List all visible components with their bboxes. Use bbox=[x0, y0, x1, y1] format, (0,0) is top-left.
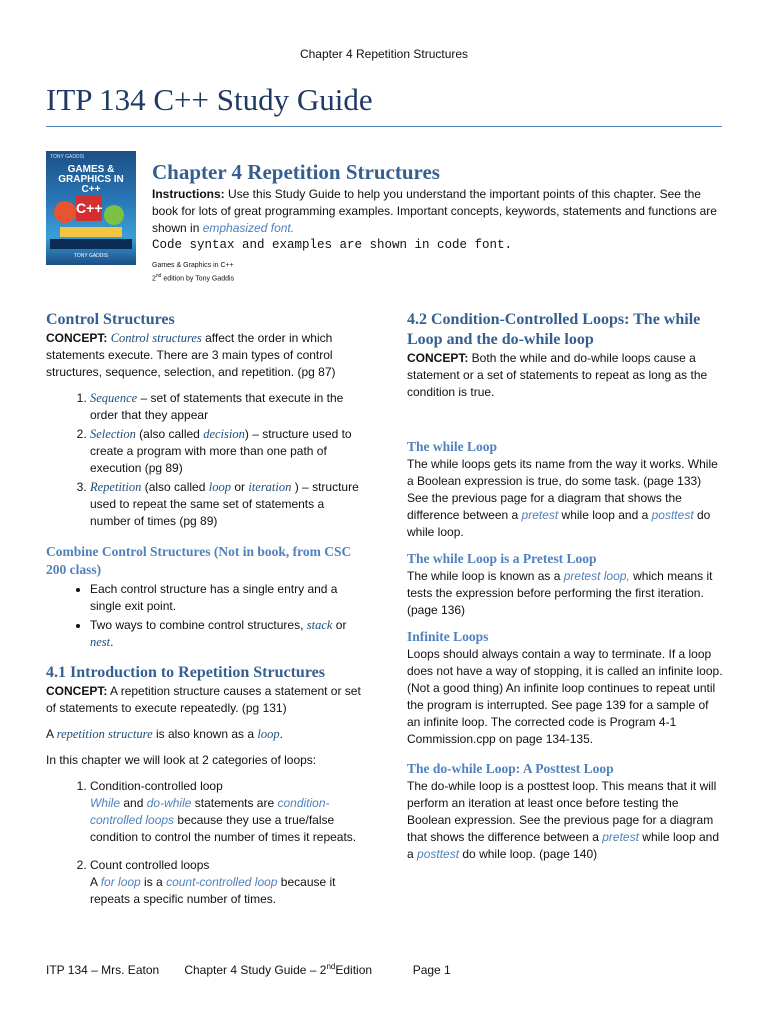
intro-heading: 4.1 Introduction to Repetition Structures bbox=[46, 664, 325, 681]
pretest-heading: The while Loop is a Pretest Loop bbox=[407, 551, 597, 566]
instructions-text: Use this Study Guide to help you understand the important points of this chapter. See the book for lots of great programming examples. Important concepts, keywords, statements and functions are shown in bbox=[152, 187, 717, 235]
combine-heading: Combine Control Structures (Not in book, from CSC 200 class) bbox=[46, 544, 352, 577]
text: which means it tests the expression before performing the first iteration. (page 136) bbox=[407, 569, 713, 617]
cover-caption-title: Games & Graphics in C++ bbox=[152, 262, 234, 269]
text: because they use a true/false condition to control the number of times it repeats. bbox=[90, 813, 357, 844]
pretest-text bbox=[407, 568, 725, 619]
list-item bbox=[90, 390, 364, 424]
concept-text: A repetition structure causes a statement or set of statements to execute repeatedly. (pg 131) bbox=[46, 684, 361, 715]
text: statements are bbox=[191, 796, 278, 810]
control-structures-heading: Control Structures bbox=[46, 311, 175, 328]
text: while loop and a bbox=[407, 830, 719, 861]
term-iteration: iteration bbox=[248, 480, 292, 494]
cover-caption-edition bbox=[152, 271, 234, 284]
condition-controlled-heading: 4.2 Condition-Controlled Loops: The while Loop and the do-while loop bbox=[407, 311, 701, 348]
right-column bbox=[407, 310, 725, 863]
cover-title-line1: GAMES & bbox=[67, 164, 115, 175]
control-structures-list bbox=[46, 390, 364, 530]
emphasized-font-sample: emphasized font. bbox=[202, 221, 295, 235]
term-repetition-structure: repetition structure bbox=[56, 727, 153, 741]
item-text: or bbox=[332, 618, 347, 632]
term-posttest: posttest bbox=[417, 847, 460, 861]
caption-ed-sup: nd bbox=[155, 273, 162, 279]
infinite-loops-heading: Infinite Loops bbox=[407, 629, 489, 644]
category-title: Condition-controlled loop bbox=[90, 779, 223, 793]
cover-dark-band bbox=[50, 239, 132, 249]
caption-ed-num: 2 bbox=[152, 275, 156, 283]
categories-intro: In this chapter we will look at 2 categories of loops: bbox=[46, 753, 317, 767]
term-for-loop: for loop bbox=[100, 875, 141, 889]
cover-title bbox=[50, 165, 132, 195]
term-condition-controlled: condition-controlled loops bbox=[90, 796, 330, 827]
page-footer bbox=[46, 962, 451, 977]
instructions-label: Instructions: bbox=[152, 187, 225, 201]
item-text: ) – structure used to create a program with more than one path of execution (pg 89) bbox=[90, 427, 352, 475]
text: do while loop. (page 140) bbox=[459, 847, 598, 861]
term-sequence: Sequence bbox=[90, 391, 138, 405]
item-text: or bbox=[230, 480, 249, 494]
footer-guide-text: Edition bbox=[335, 963, 373, 977]
text: because it repeats a specific number of times. bbox=[90, 875, 336, 906]
book-cover-image bbox=[46, 151, 136, 265]
term-selection: Selection bbox=[90, 427, 136, 441]
code-font-sample: Code syntax and examples are shown in code font. bbox=[152, 238, 513, 252]
cover-green-circle bbox=[104, 205, 124, 225]
text: and bbox=[120, 796, 147, 810]
text: A bbox=[46, 727, 57, 741]
term-loop: loop bbox=[257, 727, 280, 741]
item-text: ) – structure used to repeat the same set of statements a number of times (pg 89) bbox=[90, 480, 359, 528]
instructions-paragraph bbox=[152, 186, 727, 237]
concept-label: CONCEPT: bbox=[46, 684, 108, 698]
title-divider bbox=[46, 126, 722, 127]
term-pretest: pretest bbox=[602, 830, 639, 844]
term-pretest-loop: pretest loop, bbox=[563, 569, 630, 583]
item-text: – set of statements that execute in the order that they appear bbox=[90, 391, 344, 422]
text: The while loop is known as a bbox=[407, 569, 564, 583]
cover-caption bbox=[152, 261, 234, 284]
category-title: Count controlled loops bbox=[90, 858, 210, 872]
term-pretest: pretest bbox=[521, 508, 559, 522]
concept-text: Both the while and do-while loops cause a statement or a set of statements to repeat as long as the condition is true. bbox=[407, 351, 708, 399]
item-text: (also called bbox=[135, 427, 204, 441]
term-count-controlled: count-controlled loop bbox=[166, 875, 278, 889]
footer-course: ITP 134 – Mrs. Eaton bbox=[46, 963, 160, 977]
term-repetition: Repetition bbox=[90, 480, 142, 494]
concept-label: CONCEPT: bbox=[407, 351, 469, 365]
chapter-title: Chapter 4 Repetition Structures bbox=[152, 160, 440, 184]
loop-categories-list bbox=[46, 778, 364, 908]
concept-text: affect the order in which statements execute. There are 3 main types of control structures, sequence, selection, and repetition. (pg 87) bbox=[46, 331, 336, 379]
concept-label: CONCEPT: bbox=[46, 331, 108, 345]
text: is a bbox=[140, 875, 167, 889]
footer-sup: nd bbox=[326, 962, 336, 971]
list-item bbox=[90, 617, 364, 651]
do-while-text bbox=[407, 778, 725, 863]
combine-bullets bbox=[46, 581, 364, 651]
caption-ed-rest: edition by Tony Gaddis bbox=[161, 275, 235, 283]
condition-controlled-concept bbox=[407, 350, 725, 401]
cover-author: TONY GADDIS bbox=[73, 253, 109, 259]
while-loop-text bbox=[407, 456, 725, 541]
control-structures-concept bbox=[46, 330, 364, 381]
cover-top-text: TONY GADDIS bbox=[50, 154, 85, 160]
term-loop: loop bbox=[208, 480, 231, 494]
footer-page-number: Page 1 bbox=[412, 963, 451, 977]
left-column bbox=[46, 310, 364, 908]
term-while: While bbox=[90, 796, 121, 810]
text: is also known as a bbox=[152, 727, 258, 741]
text: The while loops gets its name from the way it works. While a Boolean expression is true, do some task. (page 133) See the previous page for a diagram that shows the difference between a bbox=[407, 457, 718, 522]
list-item bbox=[90, 778, 364, 846]
term-nest: nest bbox=[90, 635, 111, 649]
term-stack: stack bbox=[306, 618, 333, 632]
list-item bbox=[90, 479, 364, 530]
term-decision: decision bbox=[203, 427, 245, 441]
item-text: Two ways to combine control structures, bbox=[90, 618, 307, 632]
cover-orange-circle bbox=[54, 201, 76, 223]
list-item bbox=[90, 426, 364, 477]
term-do-while: do-while bbox=[146, 796, 192, 810]
text: while loop and a bbox=[558, 508, 652, 522]
footer-guide-text: Chapter 4 Study Guide – 2 bbox=[184, 963, 327, 977]
text: do while loop. bbox=[407, 508, 711, 539]
intro-concept bbox=[46, 683, 364, 717]
term-control-structures: Control structures bbox=[110, 331, 202, 345]
cover-title-line2: GRAPHICS IN C++ bbox=[58, 174, 124, 195]
text: A bbox=[90, 875, 101, 889]
list-item bbox=[90, 857, 364, 908]
document-title: ITP 134 C++ Study Guide bbox=[46, 82, 373, 117]
do-while-heading: The do-while Loop: A Posttest Loop bbox=[407, 761, 614, 776]
cover-cpp-badge: C++ bbox=[76, 195, 102, 221]
list-item: • Each control structure has a single entry and a single exit point. bbox=[90, 581, 364, 615]
text: The do-while loop is a posttest loop. This means that it will perform an iteration at least once before testing the Boolean expression. See the previous page for a diagram that shows the difference between a bbox=[407, 779, 717, 844]
while-loop-heading: The while Loop bbox=[407, 439, 498, 454]
item-text: (also called bbox=[141, 480, 209, 494]
running-header: Chapter 4 Repetition Structures bbox=[299, 47, 469, 61]
item-text: . bbox=[110, 635, 114, 649]
footer-guide-title bbox=[184, 962, 409, 977]
cover-yellow-band bbox=[60, 227, 122, 237]
text: . bbox=[279, 727, 283, 741]
aka-paragraph bbox=[46, 726, 364, 743]
term-posttest: posttest bbox=[651, 508, 694, 522]
infinite-loops-text: Loops should always contain a way to terminate. If a loop does not have a way of stopping, it is called an infinite loop. (Not a good thing) An infinite loop continues to repeat until the program is interrupted. See page 139 for a sample of an infinite loop. The corrected code is Program 4-1 Commission.cpp on page 134-135. bbox=[407, 647, 723, 746]
